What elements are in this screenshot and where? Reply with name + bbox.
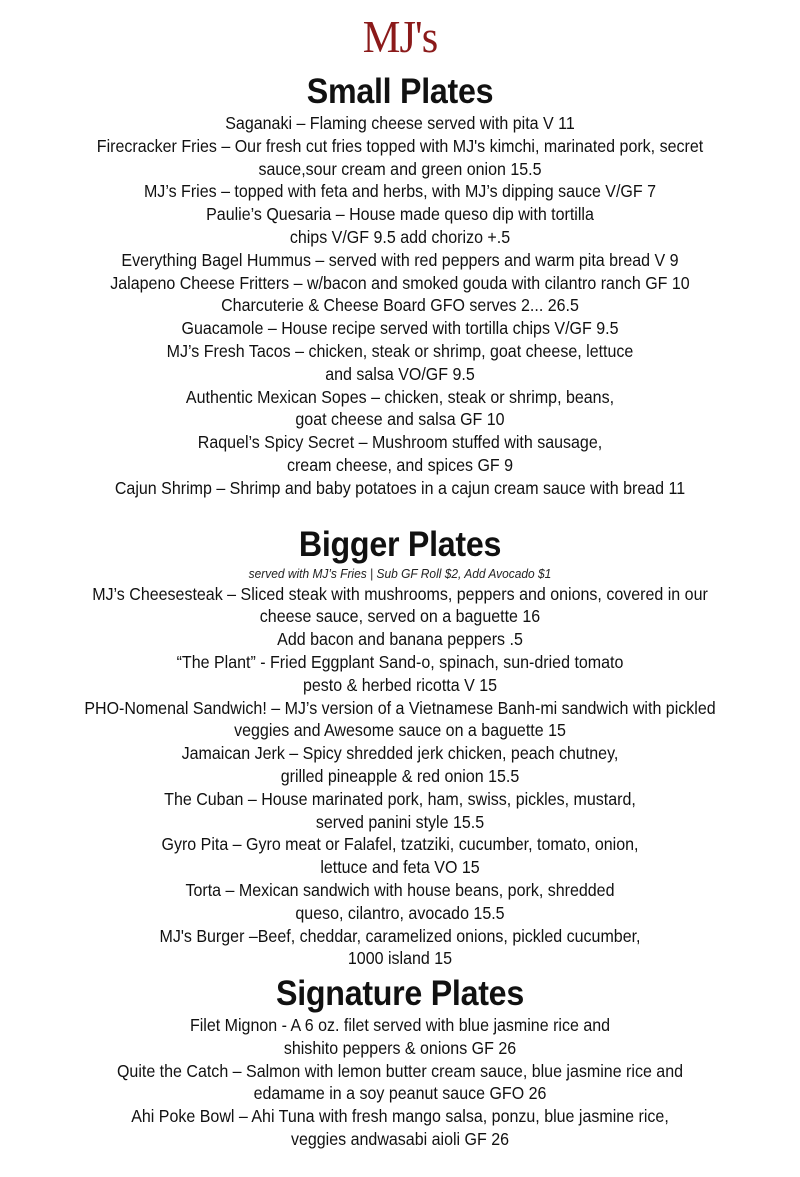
- signature-plates-list: [0, 1014, 800, 1151]
- menu-item: [34, 294, 766, 317]
- menu-item-line: MJ’s Cheesesteak – Sliced steak with mushrooms, peppers and onions, covered in our: [92, 583, 708, 604]
- section-small-plates: [0, 72, 800, 500]
- menu-item-line: “The Plant” - Fried Eggplant Sand-o, spinach, sun-dried tomato: [176, 651, 624, 672]
- menu-item-line: MJ’s Fries – topped with feta and herbs, with MJ’s dipping sauce V/GF 7: [143, 181, 657, 202]
- menu-item-line: and salsa VO/GF 9.5: [325, 363, 475, 384]
- menu-item: [34, 1014, 766, 1060]
- menu-item: [34, 628, 766, 651]
- menu-item: [34, 1105, 766, 1151]
- menu-item: [34, 135, 766, 181]
- bigger-plates-list: [0, 583, 800, 971]
- menu-item-line: sauce,sour cream and green onion 15.5: [258, 158, 542, 179]
- menu-item-line: Firecracker Fries – Our fresh cut fries topped with MJ's kimchi, marinated pork, secret: [96, 135, 704, 156]
- menu-item-line: Ahi Poke Bowl – Ahi Tuna with fresh mango salsa, ponzu, blue jasmine rice,: [131, 1106, 669, 1127]
- menu-item-line: PHO-Nomenal Sandwich! – MJ’s version of a Vietnamese Banh-mi sandwich with pickled: [84, 697, 716, 718]
- menu-item-line: cream cheese, and spices GF 9: [286, 454, 514, 475]
- menu-item-line: 1000 island 15: [347, 948, 453, 969]
- menu-item-line: Jamaican Jerk – Spicy shredded jerk chicken, peach chutney,: [181, 743, 619, 764]
- menu-item-line: chips V/GF 9.5 add chorizo +.5: [289, 226, 511, 247]
- menu-item: [34, 651, 766, 697]
- section-heading-small-plates: Small Plates: [306, 72, 494, 111]
- menu-item-line: veggies andwasabi aioli GF 26: [290, 1129, 510, 1150]
- menu-item-line: Add bacon and banana peppers .5: [277, 629, 523, 650]
- menu-item-line: Saganaki – Flaming cheese served with pita V 11: [225, 113, 575, 133]
- menu-item-line: Guacamole – House recipe served with tortilla chips V/GF 9.5: [181, 318, 619, 339]
- menu-item: [34, 833, 766, 879]
- menu-item-line: Filet Mignon - A 6 oz. filet served with blue jasmine rice and: [189, 1015, 611, 1036]
- restaurant-title: MJ's: [362, 11, 438, 62]
- menu-item-line: edamame in a soy peanut sauce GFO 26: [253, 1083, 547, 1104]
- menu-item-line: cheese sauce, served on a baguette 16: [259, 606, 541, 627]
- menu-item-line: MJ's Burger –Beef, cheddar, caramelized onions, pickled cucumber,: [159, 925, 641, 946]
- menu-item: [34, 477, 766, 500]
- menu-item: [34, 697, 766, 743]
- section-signature-plates: [0, 974, 800, 1151]
- menu-item-line: Gyro Pita – Gyro meat or Falafel, tzatziki, cucumber, tomato, onion,: [161, 834, 639, 855]
- section-heading-bigger-plates: Bigger Plates: [298, 524, 502, 564]
- menu-item: [34, 742, 766, 788]
- menu-item: [34, 180, 766, 203]
- menu-item-line: lettuce and feta VO 15: [320, 857, 480, 878]
- bigger-plates-note: served with MJ’s Fries | Sub GF Roll $2, Add Avocado $1: [248, 565, 552, 581]
- menu-item-line: shishito peppers & onions GF 26: [283, 1037, 517, 1058]
- small-plates-list: [0, 112, 800, 500]
- menu-item: [34, 249, 766, 272]
- menu-item: [34, 879, 766, 925]
- menu-item-line: MJ’s Fresh Tacos – chicken, steak or shrimp, goat cheese, lettuce: [166, 340, 634, 361]
- menu-item: [34, 272, 766, 295]
- menu-item: [34, 788, 766, 834]
- menu-item-line: Charcuterie & Cheese Board GFO serves 2... 26.5: [221, 295, 579, 316]
- menu-item-line: The Cuban – House marinated pork, ham, swiss, pickles, mustard,: [164, 788, 636, 809]
- menu-item-line: served panini style 15.5: [315, 811, 485, 832]
- menu-item: [34, 583, 766, 629]
- menu-item: [34, 112, 766, 135]
- menu-item: [34, 203, 766, 249]
- menu-item: [34, 1060, 766, 1106]
- menu-item-line: grilled pineapple & red onion 15.5: [280, 765, 520, 786]
- menu-item-line: Torta – Mexican sandwich with house beans, pork, shredded: [185, 879, 615, 900]
- menu-item-line: Paulie’s Quesaria – House made queso dip with tortilla: [206, 204, 594, 225]
- menu-item: [34, 431, 766, 477]
- menu-item: [34, 386, 766, 432]
- menu-item: [34, 925, 766, 971]
- menu-item-line: veggies and Awesome sauce on a baguette 15: [234, 720, 566, 741]
- menu-item-line: Cajun Shrimp – Shrimp and baby potatoes in a cajun cream sauce with bread 11: [114, 477, 686, 498]
- menu-page: [0, 12, 800, 1151]
- menu-item-line: Authentic Mexican Sopes – chicken, steak or shrimp, beans,: [185, 386, 615, 407]
- menu-item-line: Quite the Catch – Salmon with lemon butter cream sauce, blue jasmine rice and: [116, 1060, 684, 1081]
- section-bigger-plates: [0, 525, 800, 971]
- menu-item-line: Raquel’s Spicy Secret – Mushroom stuffed with sausage,: [197, 432, 603, 453]
- menu-item-line: queso, cilantro, avocado 15.5: [295, 902, 505, 923]
- section-heading-signature-plates: Signature Plates: [276, 974, 524, 1014]
- menu-item-line: Jalapeno Cheese Fritters – w/bacon and smoked gouda with cilantro ranch GF 10: [110, 272, 690, 293]
- menu-item-line: pesto & herbed ricotta V 15: [302, 674, 498, 695]
- menu-item-line: Everything Bagel Hummus – served with red peppers and warm pita bread V 9: [121, 249, 679, 270]
- menu-item-line: goat cheese and salsa GF 10: [295, 409, 505, 430]
- menu-item: [34, 317, 766, 340]
- menu-item: [34, 340, 766, 386]
